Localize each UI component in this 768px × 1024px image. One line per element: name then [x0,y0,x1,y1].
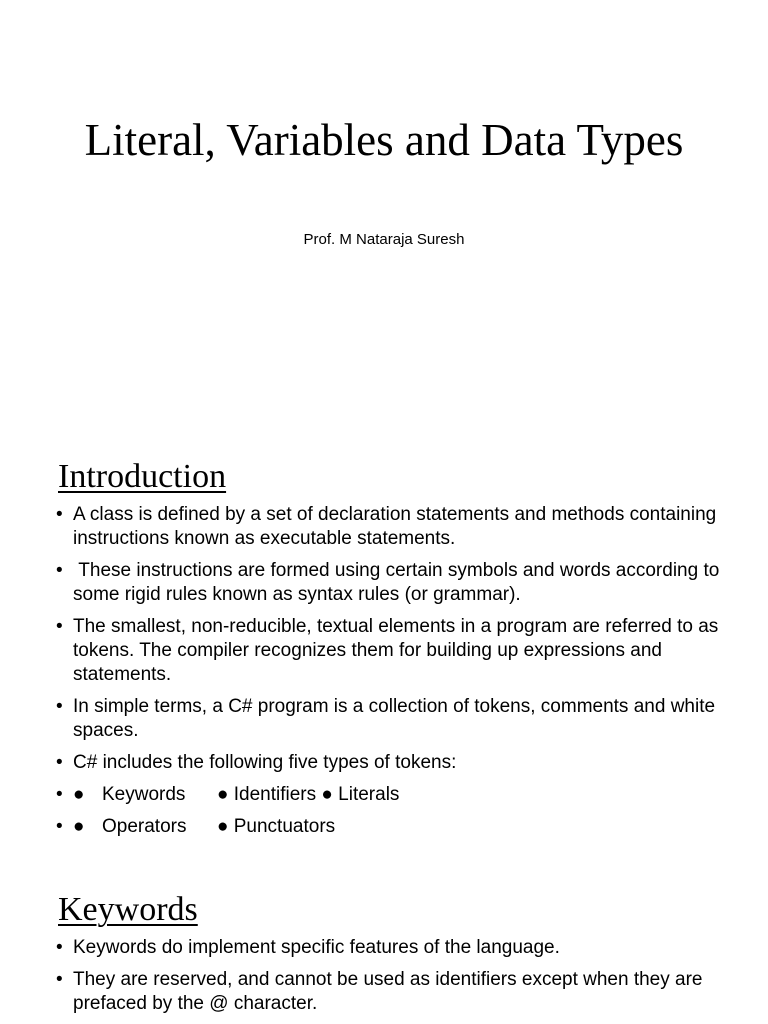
introduction-bullet-list [56,503,726,844]
list-item [56,615,726,687]
list-item [56,751,726,775]
token-type-list: ● Punctuators [217,816,336,837]
bullet-text: C# includes the following five types of tokens: [73,752,457,773]
list-item [56,503,726,551]
bullet-icon: • [56,616,63,637]
bullet-icon: • [56,937,63,958]
bullet-text: They are reserved, and cannot be used as identifiers except when they are prefaced by the @ character. [73,969,703,1014]
list-item [56,968,726,1016]
bullet-icon: • [56,696,63,717]
bullet-icon: • [56,560,63,581]
sub-bullet-icon: ● [73,816,85,837]
bullet-text: These instructions are formed using certain symbols and words according to some rigid rules known as syntax rules (or grammar). [73,560,725,605]
introduction-heading: Introduction [58,458,227,495]
bullet-icon: • [56,752,63,773]
bullet-icon: • [56,969,63,990]
list-item [56,936,726,960]
token-types-row [56,783,726,807]
bullet-icon: • [56,816,63,837]
token-type-operators: Operators [102,816,187,837]
bullet-text: The smallest, non-reducible, textual elements in a program are referred to as tokens. The compiler recognizes them for building up expressions and statements. [73,616,719,685]
bullet-text: In simple terms, a C# program is a collection of tokens, comments and white spaces. [73,696,716,741]
keywords-slide [0,844,768,1024]
bullet-icon: • [56,784,63,805]
author-name: Prof. M Nataraja Suresh [303,231,465,248]
bullet-text: Keywords do implement specific features of the language. [73,937,560,958]
token-types-row [56,815,726,839]
bullet-icon: • [56,504,63,525]
slide-title: Literal, Variables and Data Types [84,115,684,165]
title-slide [0,0,768,434]
keywords-heading: Keywords [58,891,198,928]
sub-bullet-icon: ● [73,784,85,805]
introduction-slide [0,434,768,844]
list-item [56,695,726,743]
token-type-list: ● Identifiers ● Literals [217,784,400,805]
list-item [56,559,726,607]
bullet-text: A class is defined by a set of declaration statements and methods containing instructions known as executable statements. [73,504,717,549]
token-type-keywords: Keywords [102,784,186,805]
keywords-bullet-list [56,936,726,1024]
